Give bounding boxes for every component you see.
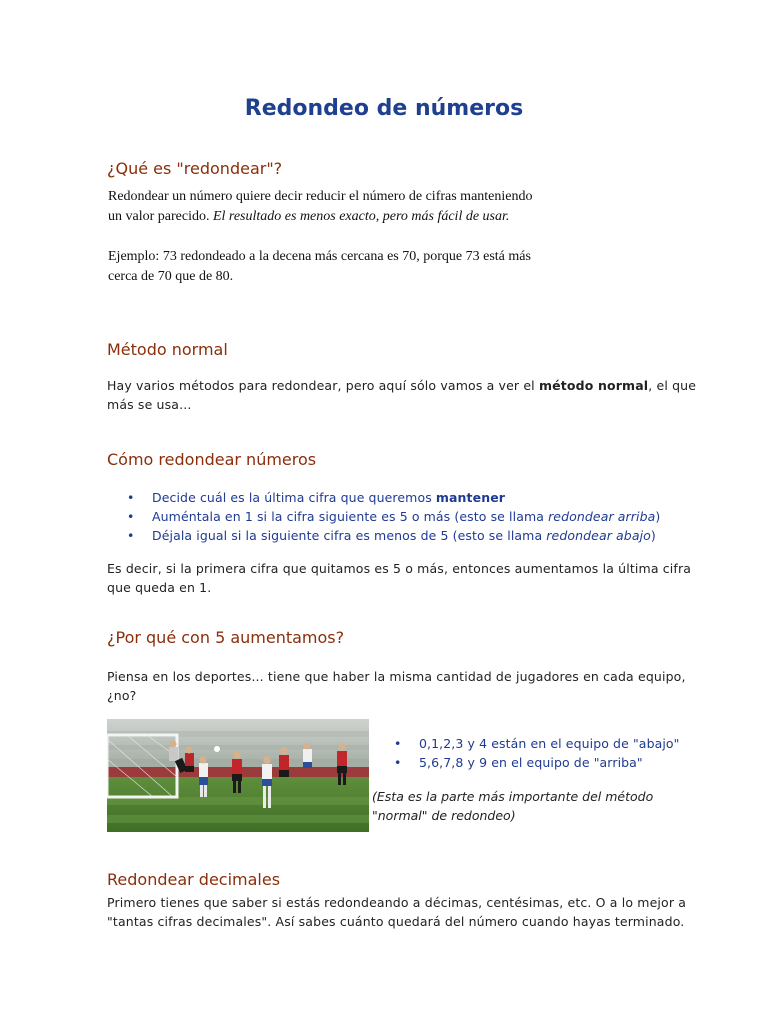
soccer-photo — [107, 719, 369, 832]
section-heading-por-que: ¿Por qué con 5 aumentamos? — [107, 628, 345, 647]
bullet-icon: • — [127, 528, 135, 543]
definition-normal-text: un valor parecido. — [108, 209, 210, 224]
example-line-1: Ejemplo: 73 redondeado a la decena más cercana es 70, porque 73 está más — [108, 249, 531, 264]
definition-line-2 — [108, 207, 509, 227]
bullet-icon: • — [127, 509, 135, 524]
example-line-2: cerca de 70 que de 80. — [108, 269, 234, 284]
step-text: Decide cuál es la última cifra que queremos — [152, 490, 432, 505]
bullet-icon: • — [127, 490, 135, 505]
step-end: ) — [650, 528, 656, 543]
note-line-2: "normal" de redondeo) — [372, 808, 516, 823]
steps-list — [127, 488, 660, 545]
step-end: ) — [655, 509, 661, 524]
note-line-1: (Esta es la parte más importante del método — [372, 789, 654, 804]
list-item — [127, 507, 660, 526]
section-heading-decimales: Redondear decimales — [107, 870, 281, 889]
soccer-photo-image — [107, 719, 369, 832]
bullet-icon: • — [394, 736, 402, 751]
metodo-bold: método normal — [538, 378, 649, 393]
step-italic: redondear abajo — [546, 528, 651, 543]
section-heading-como-redondear: Cómo redondear números — [107, 450, 317, 469]
summary-line-2: que queda en 1. — [107, 580, 212, 595]
definition-line-1: Redondear un número quiere decir reducir el número de cifras manteniendo — [108, 189, 533, 204]
important-note — [372, 787, 653, 825]
list-item — [127, 488, 660, 507]
deportes-line-2: ¿no? — [107, 688, 137, 703]
definition-italic-text: El resultado es menos exacto, pero más fácil de usar. — [212, 209, 510, 224]
decimales-line-2: "tantas cifras decimales". Así sabes cuánto quedará del número cuando hayas terminado. — [107, 914, 685, 929]
list-item — [394, 734, 680, 753]
teams-list — [394, 734, 680, 772]
metodo-line-2: más se usa... — [107, 397, 192, 412]
step-italic: redondear arriba — [548, 509, 656, 524]
summary-line-1: Es decir, si la primera cifra que quitamos es 5 o más, entonces aumentamos la última cifra — [107, 561, 692, 576]
deportes-line-1: Piensa en los deportes... tiene que haber la misma cantidad de jugadores en cada equipo, — [107, 669, 686, 684]
step-text: Auméntala en 1 si la cifra siguiente es 5 o más (esto se llama — [152, 509, 544, 524]
list-item — [127, 526, 660, 545]
list-item — [394, 753, 680, 772]
section-heading-que-es: ¿Qué es "redondear"? — [107, 159, 283, 178]
section-heading-metodo-normal: Método normal — [107, 340, 228, 359]
step-bold: mantener — [435, 490, 506, 505]
metodo-text: Hay varios métodos para redondear, pero aquí sólo vamos a ver el — [107, 378, 535, 393]
step-text: Déjala igual si la siguiente cifra es menos de 5 (esto se llama — [152, 528, 543, 543]
decimales-line-1: Primero tienes que saber si estás redondeando a décimas, centésimas, etc. O a lo mejor a — [107, 895, 687, 910]
metodo-text-after: , el que — [648, 378, 697, 393]
team-text: 0,1,2,3 y 4 están en el equipo de "abajo" — [419, 736, 680, 751]
metodo-line-1 — [107, 376, 696, 395]
bullet-icon: • — [394, 755, 402, 770]
team-text: 5,6,7,8 y 9 en el equipo de "arriba" — [419, 755, 643, 770]
page-title: Redondeo de números — [244, 96, 524, 121]
